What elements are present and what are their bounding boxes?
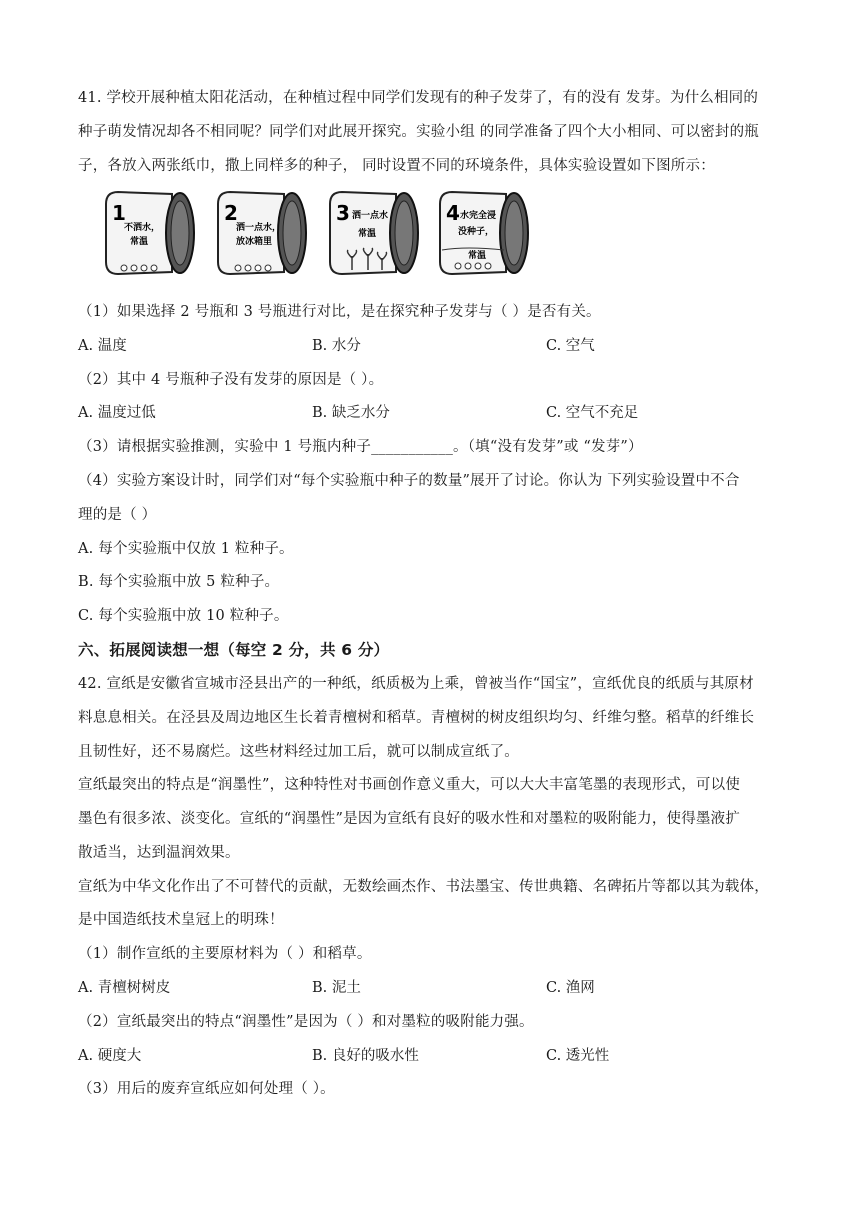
bottle-2-image xyxy=(214,184,312,282)
q42-sub2-question: （2）宣纸最突出的特点“润墨性”是因为（ ）和对墨粒的吸附能力强。 xyxy=(78,1014,534,1030)
q41-sub2-question: （2）其中 4 号瓶种子没有发芽的原因是（ ）。 xyxy=(78,372,384,388)
option-c: C. 每个实验瓶中放 10 粒种子。 xyxy=(78,608,289,624)
section-heading: 六、拓展阅读想一想（每空 2 分，共 6 分） xyxy=(78,641,390,659)
experiment-figure xyxy=(102,184,522,284)
bottle-number: 2 xyxy=(224,201,238,225)
bottle-1-image xyxy=(102,184,200,282)
q42-sub3-question: （3）用后的废弃宣纸应如何处理（ ）。 xyxy=(78,1081,335,1097)
q41-intro-line: 种子萌发情况却各不相同呢？同学们对此展开探究。实验小组 的同学准备了四个大小相同、可以密封的瓶 xyxy=(78,124,760,140)
bottle-3-image xyxy=(326,184,424,282)
option-b: B. 良好的吸水性 xyxy=(312,1048,419,1064)
option-c: C. 空气不充足 xyxy=(546,405,639,421)
bottle-label: 常温 xyxy=(358,229,377,239)
jar-illustration xyxy=(326,184,424,282)
jar-illustration xyxy=(436,184,534,282)
q42-passage-line: 墨色有很多浓、淡变化。宣纸的“润墨性”是因为宣纸有良好的吸水性和对墨粒的吸附能力，使得墨液扩 xyxy=(78,811,741,827)
q41-intro-line: 子，各放入两张纸巾，撒上同样多的种子， 同时设置不同的环境条件，具体实验设置如下图所示： xyxy=(78,158,715,174)
option-c: C. 渔网 xyxy=(546,980,595,996)
q41-intro-line: 41. 学校开展种植太阳花活动，在种植过程中同学们发现有的种子发芽了，有的没有 发芽。为什么相同的 xyxy=(78,90,759,106)
q42-sub1-question: （1）制作宣纸的主要原材料为（ ）和稻草。 xyxy=(78,946,372,962)
option-b: B. 缺乏水分 xyxy=(312,405,390,421)
q41-sub3-question: （3）请根据实验推测，实验中 1 号瓶内种子___________。（填“没有发芽”或 “发芽”） xyxy=(78,439,643,455)
bottle-label: 常温 xyxy=(130,237,149,247)
bottle-number: 3 xyxy=(336,201,350,225)
bottle-label: 放冰箱里 xyxy=(236,237,273,247)
bottle-4-image xyxy=(436,184,534,282)
q41-sub1-question: （1）如果选择 2 号瓶和 3 号瓶进行对比，是在探究种子发芽与（ ）是否有关。 xyxy=(78,304,601,320)
q42-passage-line: 料息息相关。在泾县及周边地区生长着青檀树和稻草。青檀树的树皮组织均匀、纤维匀整。稻草的纤维长 xyxy=(78,710,755,726)
option-a: A. 温度 xyxy=(78,338,127,354)
option-b: B. 每个实验瓶中放 5 粒种子。 xyxy=(78,574,280,590)
q42-passage-line: 且韧性好，还不易腐烂。这些材料经过加工后，就可以制成宣纸了。 xyxy=(78,744,519,760)
q42-passage-line: 宣纸最突出的特点是“润墨性”，这种特性对书画创作意义重大，可以大大丰富笔墨的表现形式，可以使 xyxy=(78,777,741,793)
option-b: B. 泥土 xyxy=(312,980,361,996)
bottle-number: 4 xyxy=(446,201,460,225)
q42-passage-line: 散适当，达到温润效果。 xyxy=(78,845,240,861)
q42-passage-line: 42. 宣纸是安徽省宣城市泾县出产的一种纸，纸质极为上乘，曾被当作“国宝”，宣纸优良的纸质与其原材 xyxy=(78,676,754,692)
jar-illustration xyxy=(214,184,312,282)
q42-passage-line: 是中国造纸技术皇冠上的明珠！ xyxy=(78,912,284,928)
bottle-label: 不洒水， xyxy=(124,223,161,233)
bottle-label: 没种子， xyxy=(458,227,495,237)
bottle-label: 洒一点水， xyxy=(236,223,282,233)
bottle-label: 水完全浸 xyxy=(460,211,497,221)
q41-sub4-question-line: 理的是（ ） xyxy=(78,507,157,523)
option-b: B. 水分 xyxy=(312,338,361,354)
option-a: A. 温度过低 xyxy=(78,405,156,421)
bottle-number: 1 xyxy=(112,201,126,225)
option-c: C. 透光性 xyxy=(546,1048,610,1064)
bottle-label: 洒一点水 xyxy=(352,211,389,221)
option-a: A. 硬度大 xyxy=(78,1048,142,1064)
q42-passage-line: 宣纸为中华文化作出了不可替代的贡献，无数绘画杰作、书法墨宝、传世典籍、名碑拓片等都以其为载体， xyxy=(78,879,769,895)
bottle-label: 常温 xyxy=(468,251,487,261)
option-c: C. 空气 xyxy=(546,338,595,354)
q41-sub4-question-line: （4）实验方案设计时，同学们对“每个实验瓶中种子的数量”展开了讨论。你认为 下列实验设置中不合 xyxy=(78,473,740,489)
option-a: A. 每个实验瓶中仅放 1 粒种子。 xyxy=(78,541,294,557)
option-a: A. 青檀树树皮 xyxy=(78,980,171,996)
jar-illustration xyxy=(102,184,200,282)
